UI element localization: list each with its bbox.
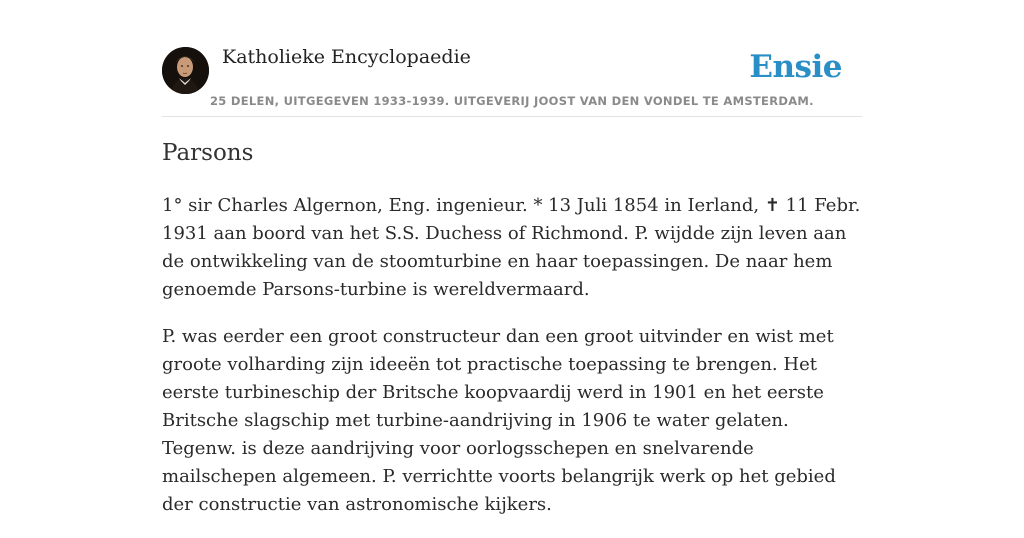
portrait-icon — [162, 47, 209, 94]
source-avatar[interactable] — [162, 47, 209, 94]
source-subtitle: 25 DELEN, UITGEGEVEN 1933-1939. UITGEVERIJ JOOST VAN DEN VONDEL TE AMSTERDAM. — [210, 94, 814, 108]
brand-logo[interactable]: Ensie — [749, 49, 842, 85]
source-header — [162, 0, 862, 117]
article-paragraph: 1° sir Charles Algernon, Eng. ingenieur. * 13 Juli 1854 in Ierland, ✝ 11 Febr. 1931 aan boord van het S.S. Duchess of Richmond. P. wijdde zijn leven aan de ontwikkeling van de stoomturbine en haar toepassingen. De naar hem genoemde Parsons-turbine is wereldvermaard. — [162, 195, 861, 300]
article-paragraph: P. was eerder een groot constructeur dan een groot uitvinder en wist met groote volharding zijn ideeën tot practische toepassing te brengen. Het eerste turbineschip der Britsche koopvaardij werd in 1901 en het eerste Britsche slagschip met turbine-aandrijving in 1906 te water gelaten. Tegenw. is deze aandrijving voor oorlogsschepen en snelvarende mailschepen algemeen. P. verrichtte voorts belangrijk werk op het gebied der constructie van astronomische kijkers. — [162, 326, 836, 515]
article-page — [162, 0, 862, 515]
source-title[interactable]: Katholieke Encyclopaedie — [222, 46, 471, 68]
article-body — [162, 192, 862, 538]
article-title: Parsons — [162, 140, 254, 166]
